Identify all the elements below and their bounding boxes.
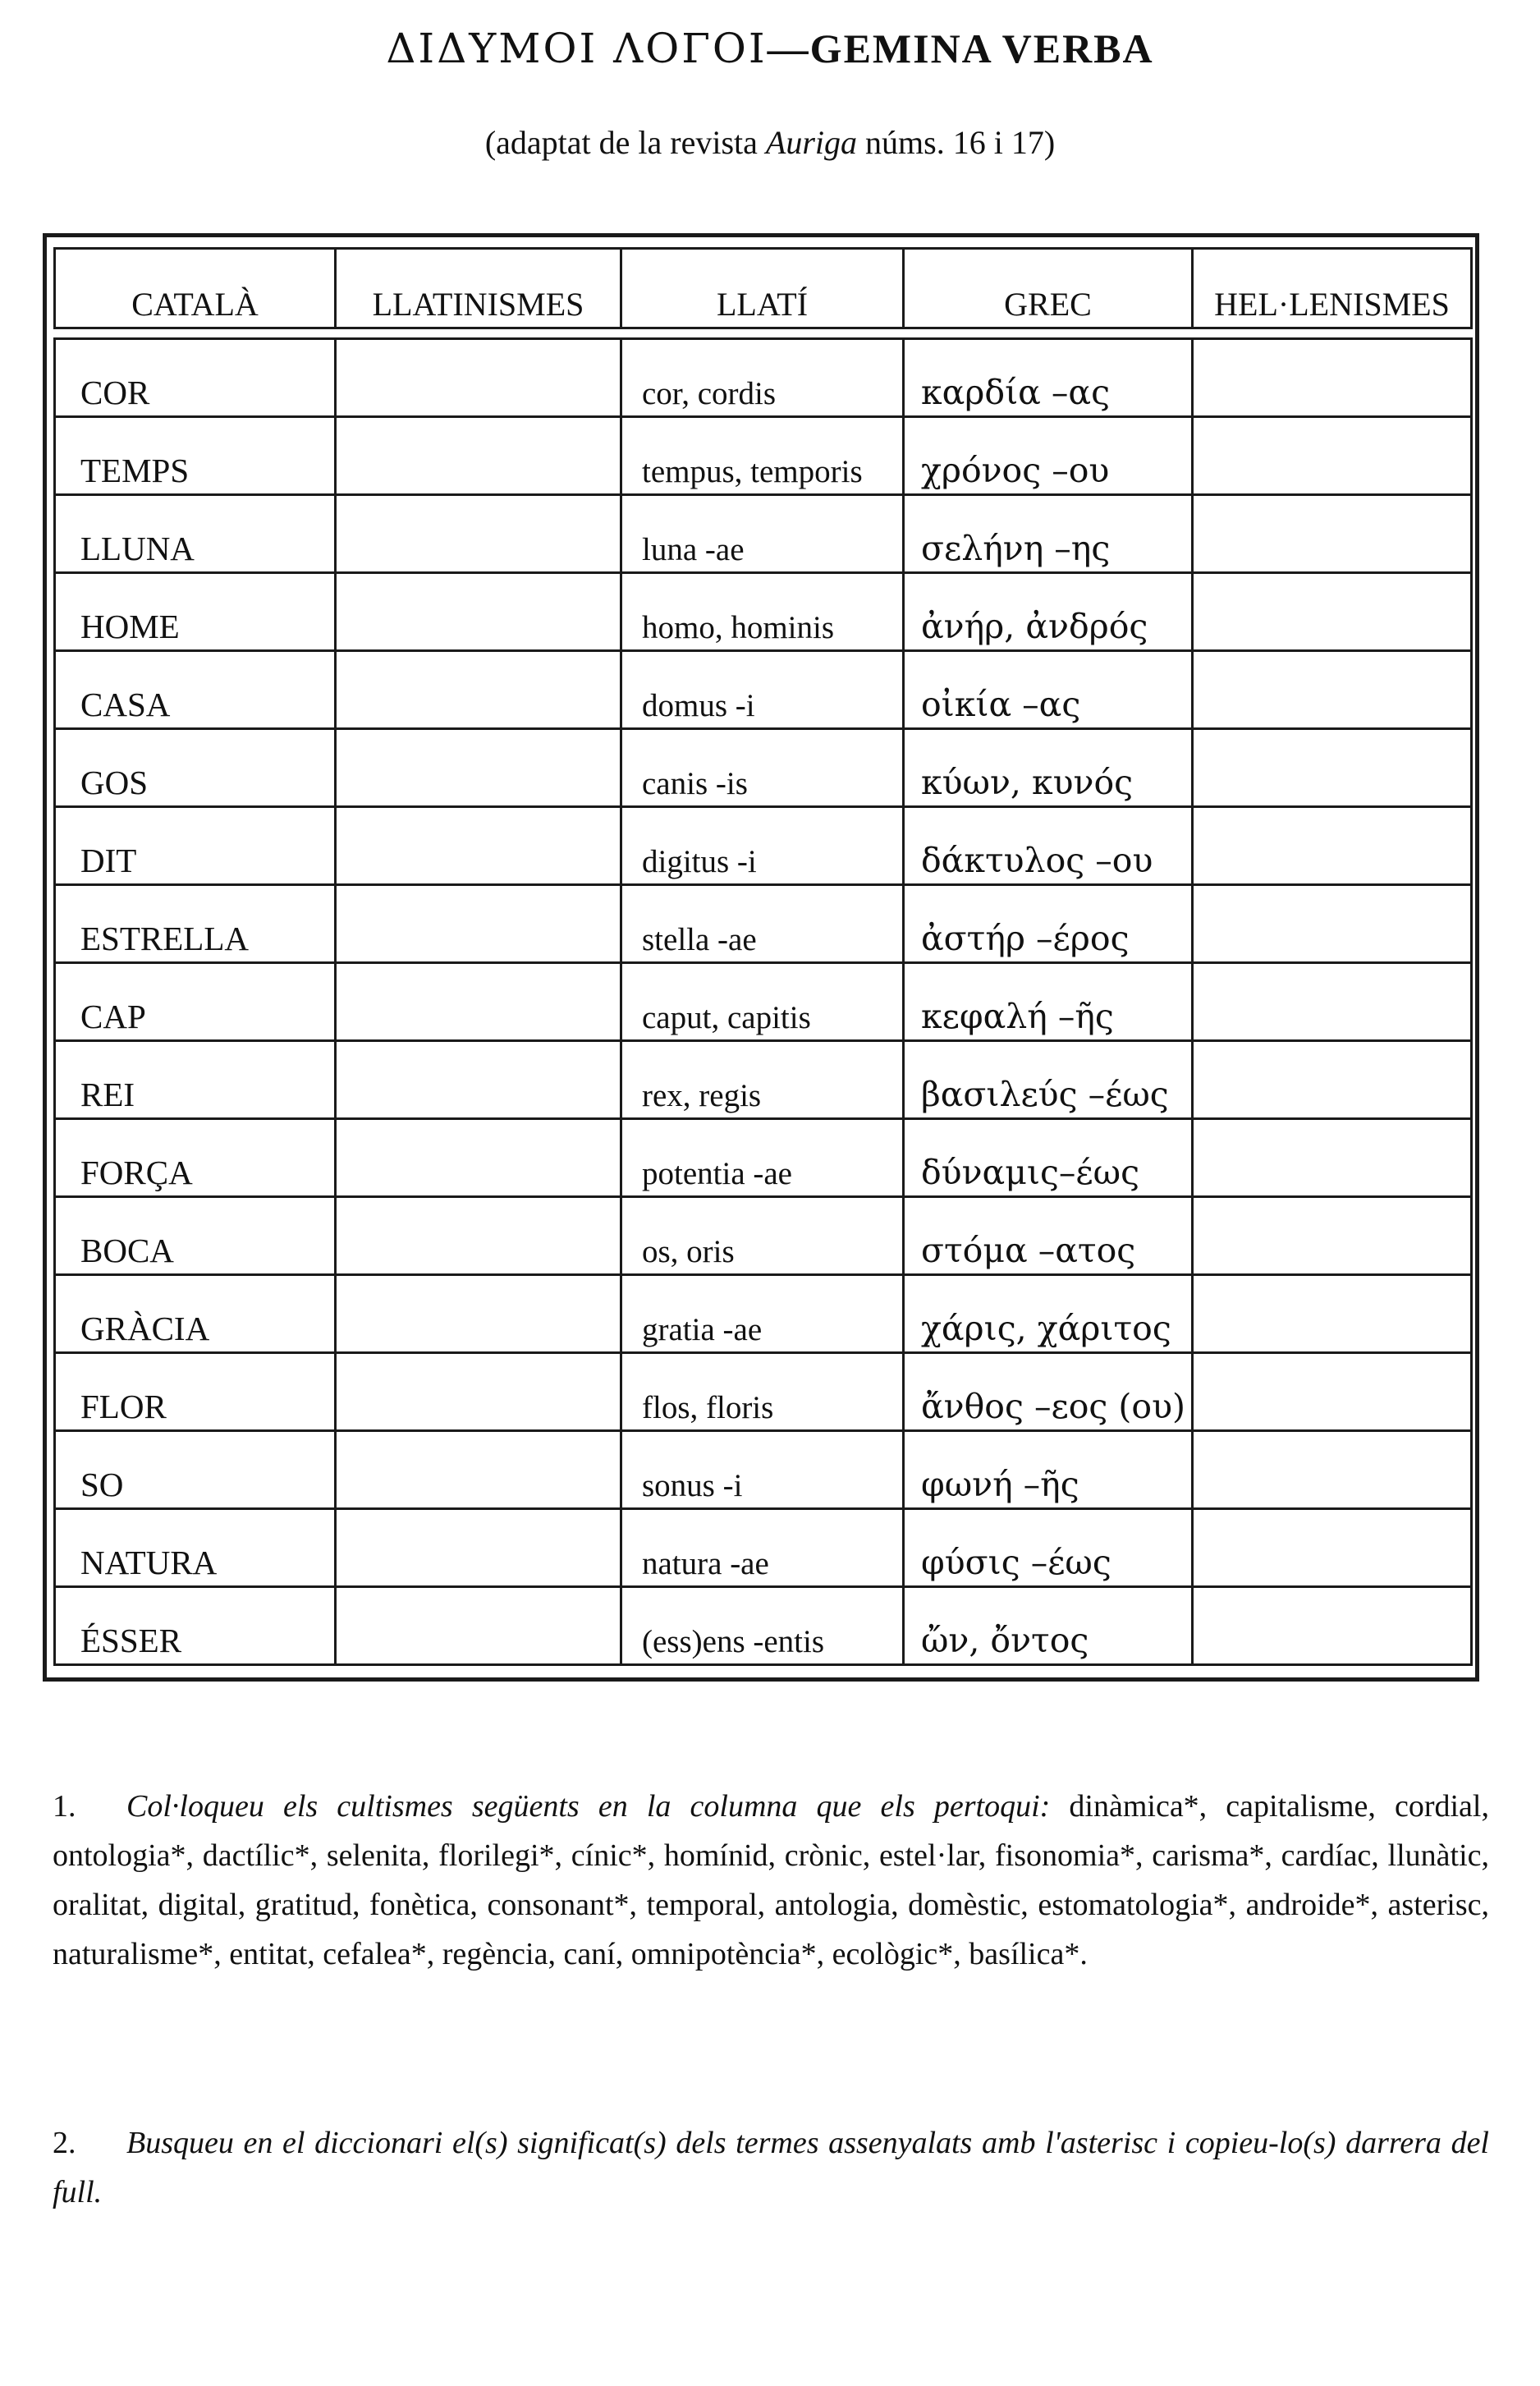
vocabulary-table-frame [43, 233, 1479, 1682]
page-title [0, 25, 1540, 72]
table-row [55, 963, 1472, 1041]
hellenismes-blank-cell[interactable] [1193, 651, 1472, 729]
vocabulary-table [53, 247, 1473, 1666]
exercise-word-list: dinàmica*, capitalisme, cordial, ontologia*, dactílic*, selenita, florilegi*, cínic*, homínid, crònic, estel·lar, fisonomia*, carisma*, cardíac, llunàtic, oralitat, digital, gratitud, fonètica, consonant*, temporal, antologia, domèstic, estomatologia*, androide*, asterisc, naturalisme*, entitat, cefalea*, regència, caní, omnipotència*, ecològic*, basílica*. [53, 1789, 1489, 1971]
catala-cell: CASA [55, 651, 336, 729]
catala-cell: GOS [55, 729, 336, 807]
exercise-1 [53, 1782, 1489, 1979]
llati-cell: homo, hominis [621, 573, 904, 651]
llati-cell: domus -i [621, 651, 904, 729]
llati-cell: tempus, temporis [621, 417, 904, 495]
llatinismes-blank-cell[interactable] [336, 1509, 621, 1587]
hellenismes-blank-cell[interactable] [1193, 495, 1472, 573]
llatinismes-blank-cell[interactable] [336, 885, 621, 963]
table-row [55, 1275, 1472, 1353]
exercise-instruction: Busqueu en el diccionari el(s) significat(s) dels termes assenyalats amb l'asterisc i copieu-lo(s) darrera del full. [53, 2126, 1489, 2209]
table-row [55, 1431, 1472, 1509]
page-subtitle [0, 123, 1540, 162]
table-row [55, 1041, 1472, 1119]
grec-cell: ὤν, ὄντος [904, 1587, 1193, 1665]
header-gap [55, 328, 1472, 339]
table-row [55, 885, 1472, 963]
table-row [55, 495, 1472, 573]
llati-cell: luna -ae [621, 495, 904, 573]
catala-cell: FLOR [55, 1353, 336, 1431]
catala-cell: HOME [55, 573, 336, 651]
llatinismes-blank-cell[interactable] [336, 1431, 621, 1509]
llati-cell: natura -ae [621, 1509, 904, 1587]
llatinismes-blank-cell[interactable] [336, 417, 621, 495]
llati-cell: digitus -i [621, 807, 904, 885]
hellenismes-blank-cell[interactable] [1193, 1353, 1472, 1431]
catala-cell: LLUNA [55, 495, 336, 573]
catala-cell: ÉSSER [55, 1587, 336, 1665]
grec-cell: δύναμις–έως [904, 1119, 1193, 1197]
llatinismes-blank-cell[interactable] [336, 729, 621, 807]
header-llati: LLATÍ [621, 249, 904, 328]
llatinismes-blank-cell[interactable] [336, 1041, 621, 1119]
catala-cell: COR [55, 339, 336, 417]
subtitle-prefix: (adaptat de la revista [484, 124, 766, 161]
grec-cell: ἄνθος –εος (ου) [904, 1353, 1193, 1431]
header-catala: CATALÀ [55, 249, 336, 328]
hellenismes-blank-cell[interactable] [1193, 1197, 1472, 1275]
grec-cell: φωνή –ῆς [904, 1431, 1193, 1509]
header-grec: GREC [904, 249, 1193, 328]
table-body [55, 339, 1472, 1665]
table-row [55, 417, 1472, 495]
catala-cell: BOCA [55, 1197, 336, 1275]
header-llatinismes: LLATINISMES [336, 249, 621, 328]
llati-cell: flos, floris [621, 1353, 904, 1431]
llatinismes-blank-cell[interactable] [336, 651, 621, 729]
catala-cell: REI [55, 1041, 336, 1119]
hellenismes-blank-cell[interactable] [1193, 963, 1472, 1041]
llatinismes-blank-cell[interactable] [336, 339, 621, 417]
llatinismes-blank-cell[interactable] [336, 1587, 621, 1665]
hellenismes-blank-cell[interactable] [1193, 1275, 1472, 1353]
table-row [55, 1509, 1472, 1587]
catala-cell: GRÀCIA [55, 1275, 336, 1353]
table-row [55, 807, 1472, 885]
table-header-row [55, 249, 1472, 328]
llatinismes-blank-cell[interactable] [336, 1197, 621, 1275]
llatinismes-blank-cell[interactable] [336, 1119, 621, 1197]
llati-cell: stella -ae [621, 885, 904, 963]
hellenismes-blank-cell[interactable] [1193, 729, 1472, 807]
grec-cell: σελήνη –ης [904, 495, 1193, 573]
grec-cell: ἀστήρ –έρος [904, 885, 1193, 963]
grec-cell: καρδία –ας [904, 339, 1193, 417]
table-row [55, 1587, 1472, 1665]
llatinismes-blank-cell[interactable] [336, 963, 621, 1041]
catala-cell: CAP [55, 963, 336, 1041]
exercise-2 [53, 2118, 1489, 2217]
grec-cell: φύσις –έως [904, 1509, 1193, 1587]
grec-cell: κύων, κυνός [904, 729, 1193, 807]
title-greek: ΔΙΔΥΜΟΙ ΛΟΓΟΙ [386, 25, 768, 72]
llati-cell: cor, cordis [621, 339, 904, 417]
table-row [55, 1197, 1472, 1275]
grec-cell: δάκτυλος –ου [904, 807, 1193, 885]
llati-cell: canis -is [621, 729, 904, 807]
grec-cell: χάρις, χάριτος [904, 1275, 1193, 1353]
catala-cell: TEMPS [55, 417, 336, 495]
hellenismes-blank-cell[interactable] [1193, 1587, 1472, 1665]
grec-cell: κεφαλή –ῆς [904, 963, 1193, 1041]
subtitle-journal: Auriga [765, 124, 858, 161]
llatinismes-blank-cell[interactable] [336, 495, 621, 573]
catala-cell: ESTRELLA [55, 885, 336, 963]
grec-cell: στόμα –ατος [904, 1197, 1193, 1275]
subtitle-suffix: núms. 16 i 17) [857, 124, 1056, 161]
catala-cell: NATURA [55, 1509, 336, 1587]
llatinismes-blank-cell[interactable] [336, 807, 621, 885]
hellenismes-blank-cell[interactable] [1193, 417, 1472, 495]
llati-cell: sonus -i [621, 1431, 904, 1509]
hellenismes-blank-cell[interactable] [1193, 885, 1472, 963]
table-row [55, 1353, 1472, 1431]
hellenismes-blank-cell[interactable] [1193, 573, 1472, 651]
table-row [55, 651, 1472, 729]
llati-cell: os, oris [621, 1197, 904, 1275]
grec-cell: χρόνος –ου [904, 417, 1193, 495]
hellenismes-blank-cell[interactable] [1193, 807, 1472, 885]
table-row [55, 729, 1472, 807]
title-separator: — [767, 25, 810, 71]
llati-cell: gratia -ae [621, 1275, 904, 1353]
exercise-number: 1. [53, 1789, 76, 1824]
hellenismes-blank-cell[interactable] [1193, 1041, 1472, 1119]
catala-cell: DIT [55, 807, 336, 885]
llati-cell: potentia -ae [621, 1119, 904, 1197]
table-row [55, 573, 1472, 651]
header-hellenismes: HEL·LENISMES [1193, 249, 1472, 328]
catala-cell: FORÇA [55, 1119, 336, 1197]
grec-cell: βασιλεύς –έως [904, 1041, 1193, 1119]
table-row [55, 339, 1472, 417]
table-row [55, 1119, 1472, 1197]
hellenismes-blank-cell[interactable] [1193, 1431, 1472, 1509]
grec-cell: οἰκία –ας [904, 651, 1193, 729]
llati-cell: rex, regis [621, 1041, 904, 1119]
llati-cell: caput, capitis [621, 963, 904, 1041]
exercise-instruction: Col·loqueu els cultismes següents en la columna que els pertoqui: [126, 1789, 1051, 1824]
grec-cell: ἀνήρ, ἀνδρός [904, 573, 1193, 651]
hellenismes-blank-cell[interactable] [1193, 339, 1472, 417]
hellenismes-blank-cell[interactable] [1193, 1509, 1472, 1587]
llati-cell: (ess)ens -entis [621, 1587, 904, 1665]
llatinismes-blank-cell[interactable] [336, 1275, 621, 1353]
llatinismes-blank-cell[interactable] [336, 1353, 621, 1431]
hellenismes-blank-cell[interactable] [1193, 1119, 1472, 1197]
catala-cell: SO [55, 1431, 336, 1509]
llatinismes-blank-cell[interactable] [336, 573, 621, 651]
title-latin: GEMINA VERBA [809, 25, 1154, 71]
exercise-number: 2. [53, 2126, 76, 2160]
